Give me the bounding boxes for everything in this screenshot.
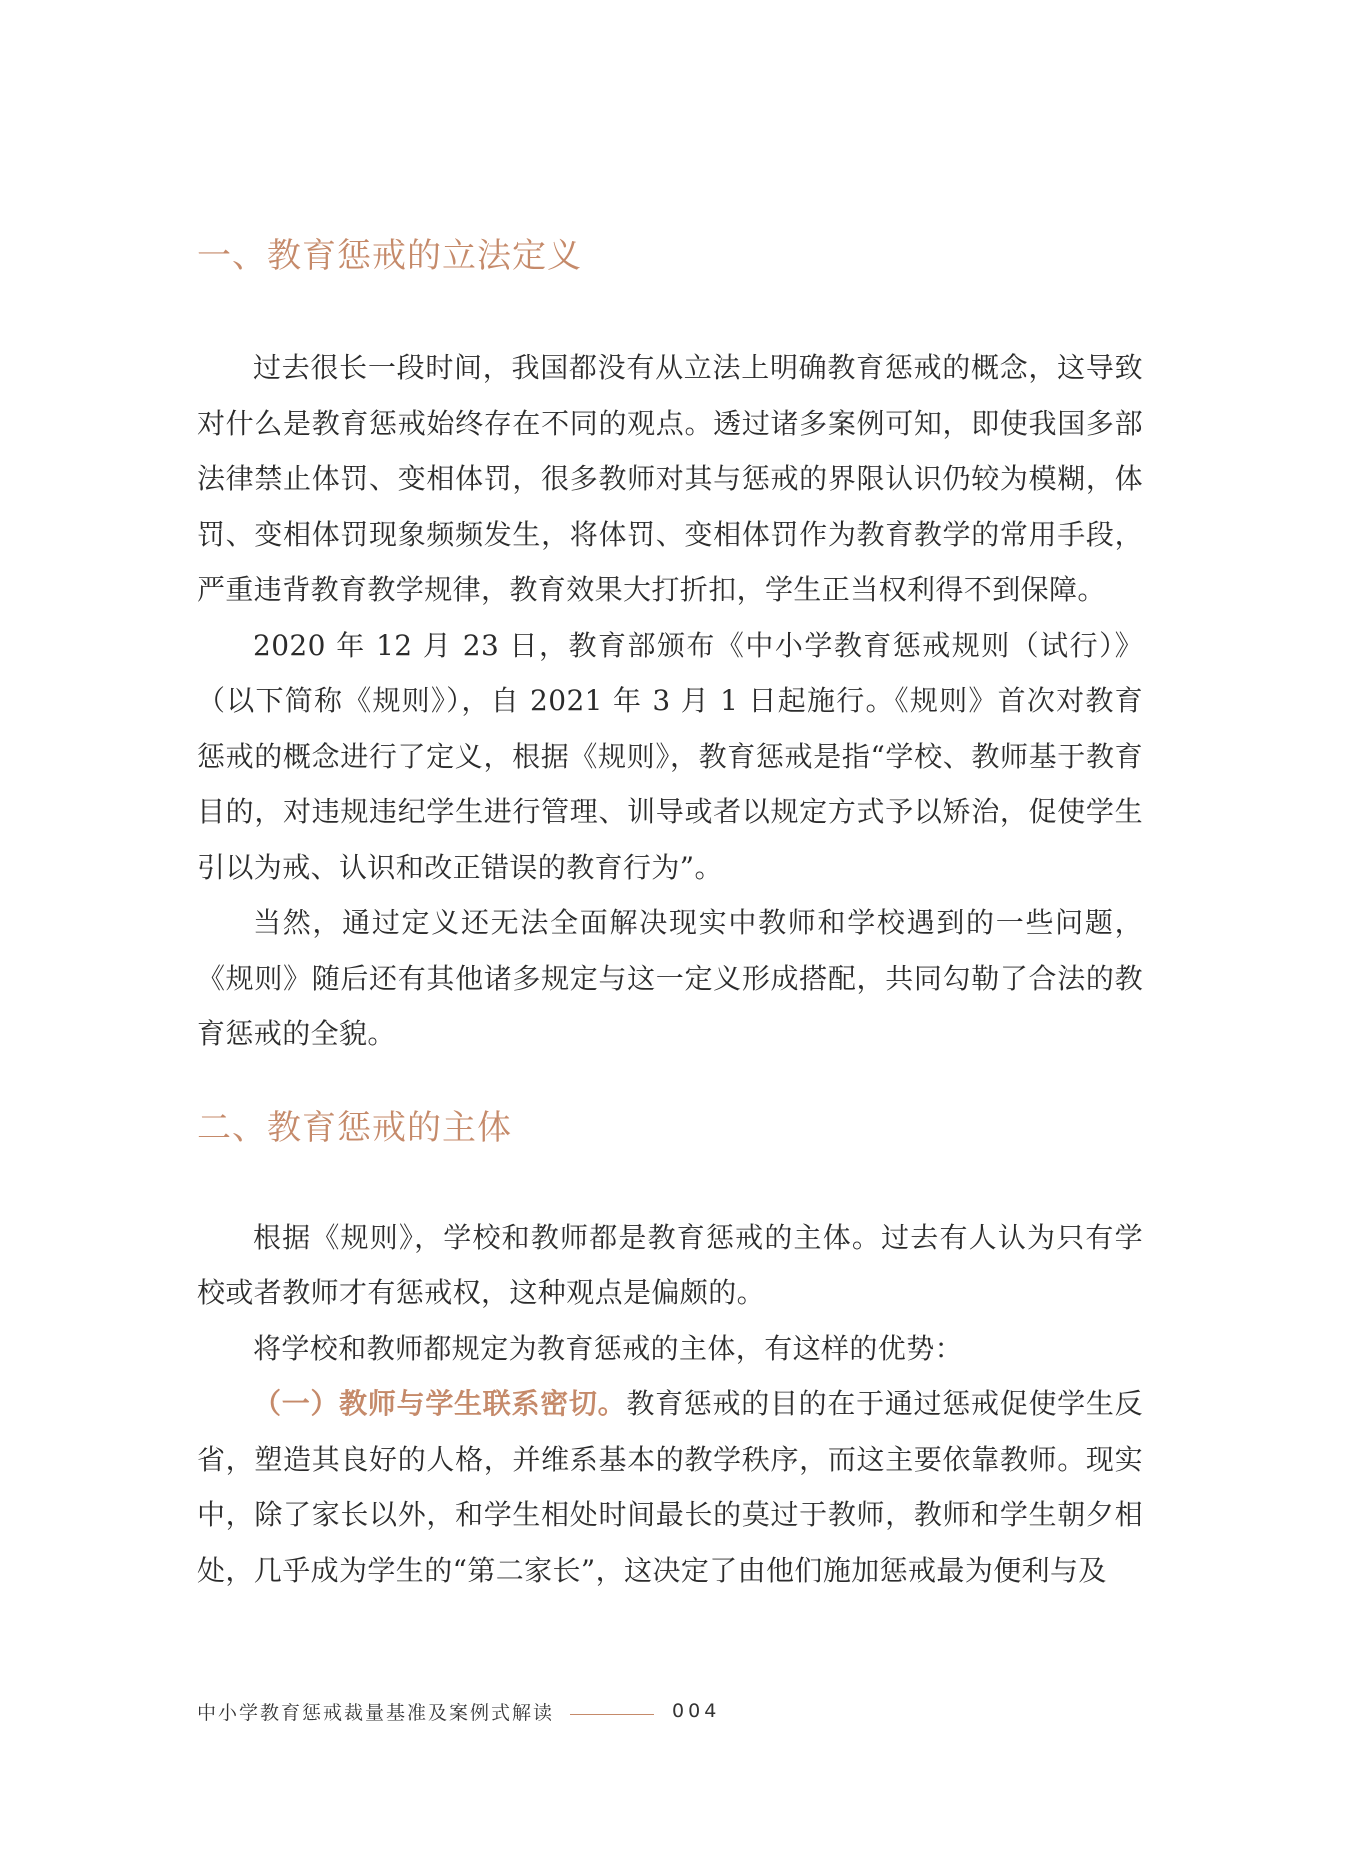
paragraph: 当然，通过定义还无法全面解决现实中教师和学校遇到的一些问题，《规则》随后还有其他诸多规定与这一定义形成搭配，共同勾勒了合法的教育惩戒的全貌。 xyxy=(197,906,1143,1050)
highlight-text: 教育惩戒的目的在于通过惩戒促使学生反省，塑造其良好的人格，并维系基本的教学秩序，而这主要依靠教师。现实中，除了家长以外，和学生相处时间最长的莫过于教师，教师和学生朝夕相处，几乎成为学生的“第二家长”，这决定了由他们施加惩戒最为便利与及 xyxy=(197,1387,1143,1587)
paragraph: 过去很长一段时间，我国都没有从立法上明确教育惩戒的概念，这导致对什么是教育惩戒始终存在不同的观点。透过诸多案例可知，即使我国多部法律禁止体罚、变相体罚，很多教师对其与惩戒的界限认识仍较为模糊，体罚、变相体罚现象频频发生，将体罚、变相体罚作为教育教学的常用手段，严重违背教育教学规律，教育效果大打折扣，学生正当权利得不到保障。 xyxy=(197,351,1143,606)
section-heading-2: 二、教育惩戒的主体 xyxy=(197,1107,512,1148)
footer-book-title: 中小学教育惩戒裁量基准及案例式解读 xyxy=(197,1701,555,1724)
page-content xyxy=(197,232,1143,1598)
page-footer xyxy=(197,1696,720,1726)
page-number: 004 xyxy=(672,1700,721,1722)
footer-divider xyxy=(570,1714,654,1715)
paragraph: 根据《规则》，学校和教师都是教育惩戒的主体。过去有人认为只有学校或者教师才有惩戒权，这种观点是偏颇的。 xyxy=(197,1220,1143,1309)
section-heading-1: 一、教育惩戒的立法定义 xyxy=(197,236,582,276)
paragraph: 2020 年 12 月 23 日，教育部颁布《中小学教育惩戒规则（试行）》（以下简称《规则》），自 2021 年 3 月 1 日起施行。《规则》首次对教育惩戒的概念进行了定义，根据《规则》，教育惩戒是指“学校、教师基于教育目的，对违规违纪学生进行管理、训导或者以规定方式予以矫治，促使学生引以为戒、认识和改正错误的教育行为”。 xyxy=(197,628,1143,884)
paragraph: 将学校和教师都规定为教育惩戒的主体，有这样的优势： xyxy=(253,1331,964,1365)
highlight-lead: （一）教师与学生联系密切。 xyxy=(253,1387,627,1420)
highlight-paragraph xyxy=(197,1376,1143,1598)
